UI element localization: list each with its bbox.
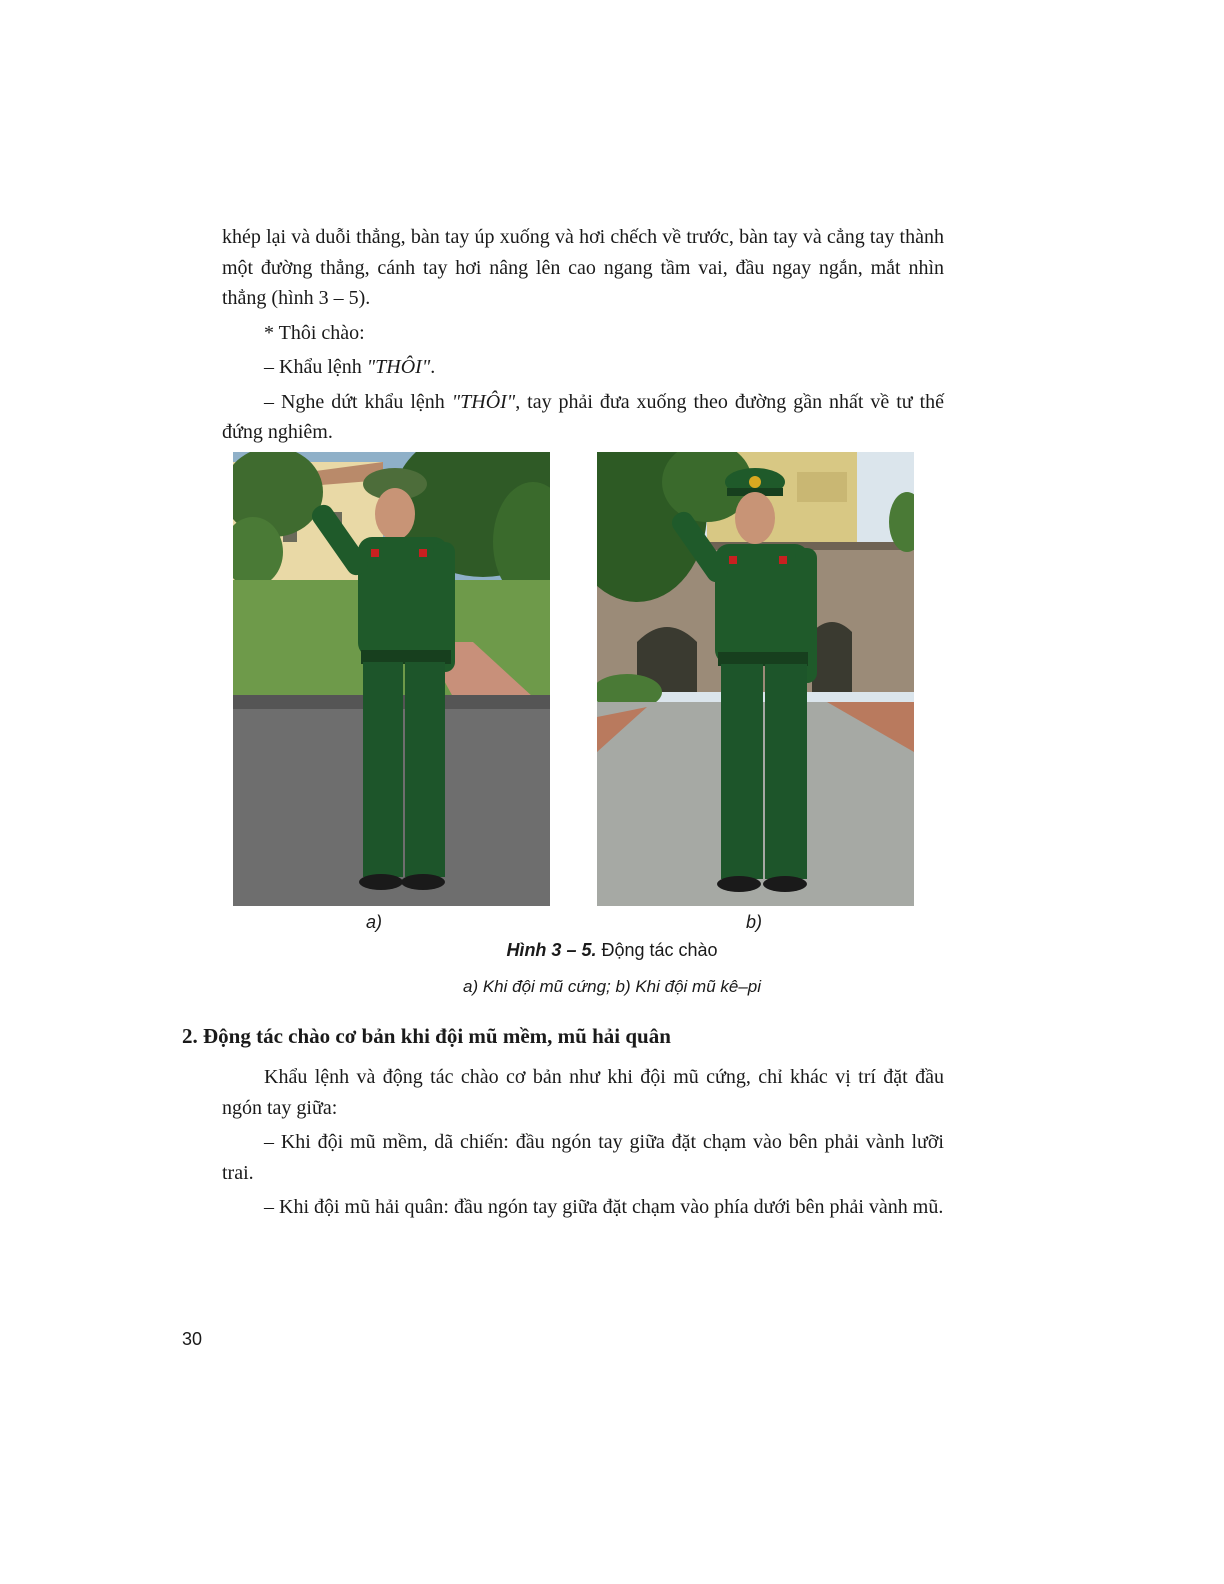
figure-photos (233, 452, 914, 906)
paragraph-salute-description: khép lại và duỗi thẳng, bàn tay úp xuống và hơi chếch về trước, bàn tay và cẳng tay thành một đường thẳng, cánh tay hơi nâng lên cao ngang tầm vai, đầu ngay ngắn, mắt nhìn thẳng (hình 3 – 5). (222, 226, 944, 309)
figure-caption (0, 940, 1224, 961)
section-paragraph-soft-cap: – Khi đội mũ mềm, dã chiến: đầu ngón tay giữa đặt chạm vào bên phải vành lưỡi trai. (222, 1131, 944, 1184)
action-prefix: – Nghe dứt khẩu lệnh (264, 390, 452, 413)
action-command-word: "THÔI" (451, 390, 516, 413)
command-suffix: . (430, 356, 436, 378)
command-word: "THÔI" (366, 356, 431, 378)
figure-number: Hình 3 – 5. (506, 940, 597, 960)
photo-kepi-cap-salute (597, 452, 914, 906)
paragraph-end-salute-heading: * Thôi chào: (264, 321, 365, 344)
section-text-block (222, 1062, 944, 1223)
command-prefix: – Khẩu lệnh (264, 356, 367, 378)
page-number: 30 (182, 1329, 203, 1349)
action-suffix: , tay phải đưa xuống theo đường gần nhất về tư thế đứng nghiêm. (222, 390, 944, 443)
figure-label-a: a) (366, 912, 383, 932)
paragraph-end-salute-action (222, 387, 944, 448)
paragraph-command (222, 352, 944, 383)
figure-subcaption: a) Khi đội mũ cứng; b) Khi đội mũ kê–pi (462, 977, 762, 996)
top-text-block (222, 222, 944, 448)
figure-title: Động tác chào (596, 940, 718, 960)
section-heading: 2. Động tác chào cơ bản khi đội mũ mềm, mũ hải quân (182, 1024, 671, 1048)
figure-label-b: b) (746, 912, 763, 932)
photo-hard-helmet-salute (233, 452, 550, 906)
section-paragraph-navy-cap: – Khi đội mũ hải quân: đầu ngón tay giữa đặt chạm vào phía dưới bên phải vành mũ. (264, 1196, 944, 1218)
section-paragraph-intro: Khẩu lệnh và động tác chào cơ bản như khi đội mũ cứng, chỉ khác vị trí đặt đầu ngón tay giữa: (222, 1066, 944, 1119)
